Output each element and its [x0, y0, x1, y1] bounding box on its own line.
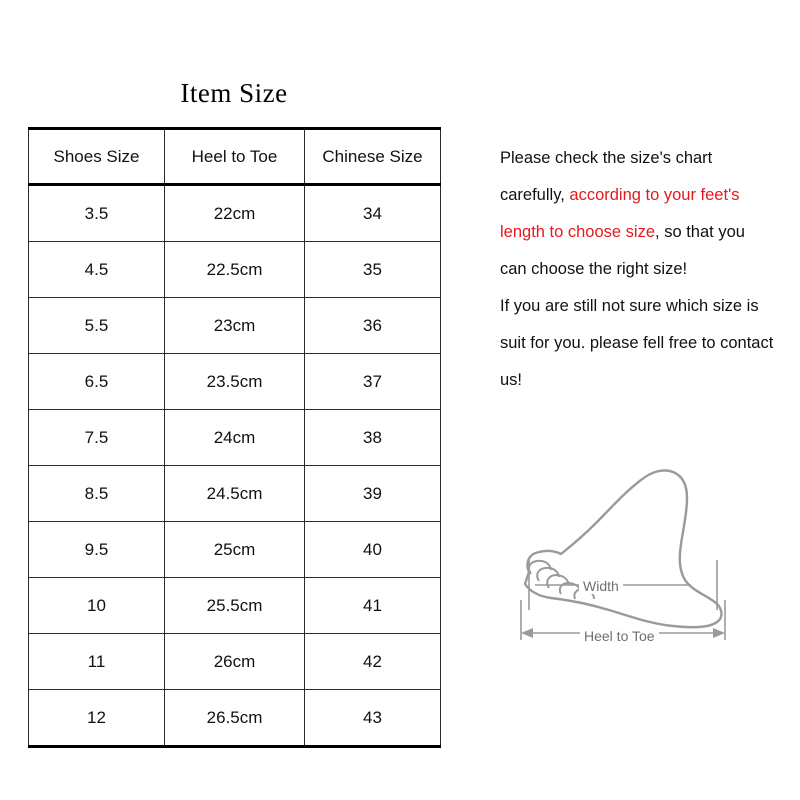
cell-shoes-size: 10: [29, 578, 165, 634]
foot-measurement-diagram: [495, 450, 765, 680]
cell-heel-to-toe: 25cm: [165, 522, 305, 578]
cell-chinese-size: 42: [305, 634, 441, 690]
table-row: [29, 185, 441, 242]
note-text-highlight: according to your feet's length to choose size: [500, 186, 740, 241]
table-row: [29, 634, 441, 690]
size-table-container: [28, 127, 440, 748]
table-row: [29, 578, 441, 634]
cell-heel-to-toe: 22cm: [165, 185, 305, 242]
cell-shoes-size: 12: [29, 690, 165, 747]
cell-chinese-size: 38: [305, 410, 441, 466]
cell-shoes-size: 11: [29, 634, 165, 690]
column-header-chinese-size: Chinese Size: [305, 129, 441, 185]
diagram-label-heel-to-toe: Heel to Toe: [580, 628, 659, 644]
cell-heel-to-toe: 23.5cm: [165, 354, 305, 410]
note-text-part3: If you are still not sure which size is suit for you. please fell free to contact us!: [500, 297, 774, 389]
cell-chinese-size: 39: [305, 466, 441, 522]
table-row: [29, 242, 441, 298]
diagram-label-width: Width: [579, 578, 623, 594]
cell-chinese-size: 43: [305, 690, 441, 747]
table-row: [29, 354, 441, 410]
cell-shoes-size: 4.5: [29, 242, 165, 298]
cell-chinese-size: 36: [305, 298, 441, 354]
foot-outline-icon: [495, 450, 765, 680]
table-row: [29, 690, 441, 747]
cell-chinese-size: 41: [305, 578, 441, 634]
cell-shoes-size: 9.5: [29, 522, 165, 578]
table-row: [29, 410, 441, 466]
note-text-part2: , so that you can choose the right size!: [500, 223, 745, 278]
cell-shoes-size: 6.5: [29, 354, 165, 410]
table-row: [29, 522, 441, 578]
cell-heel-to-toe: 22.5cm: [165, 242, 305, 298]
note-text-part1: Please check the size's chart carefully,: [500, 149, 713, 204]
cell-heel-to-toe: 26cm: [165, 634, 305, 690]
table-row: [29, 298, 441, 354]
size-table: [28, 127, 441, 748]
size-advice-note: [500, 140, 776, 399]
cell-heel-to-toe: 23cm: [165, 298, 305, 354]
page-title: Item Size: [180, 78, 288, 108]
cell-shoes-size: 7.5: [29, 410, 165, 466]
cell-chinese-size: 40: [305, 522, 441, 578]
cell-shoes-size: 8.5: [29, 466, 165, 522]
cell-chinese-size: 37: [305, 354, 441, 410]
cell-heel-to-toe: 24.5cm: [165, 466, 305, 522]
cell-heel-to-toe: 26.5cm: [165, 690, 305, 747]
table-header-row: [29, 129, 441, 185]
column-header-heel-to-toe: Heel to Toe: [165, 129, 305, 185]
column-header-shoes-size: Shoes Size: [29, 129, 165, 185]
cell-shoes-size: 3.5: [29, 185, 165, 242]
cell-heel-to-toe: 25.5cm: [165, 578, 305, 634]
cell-shoes-size: 5.5: [29, 298, 165, 354]
cell-chinese-size: 35: [305, 242, 441, 298]
cell-chinese-size: 34: [305, 185, 441, 242]
cell-heel-to-toe: 24cm: [165, 410, 305, 466]
table-row: [29, 466, 441, 522]
